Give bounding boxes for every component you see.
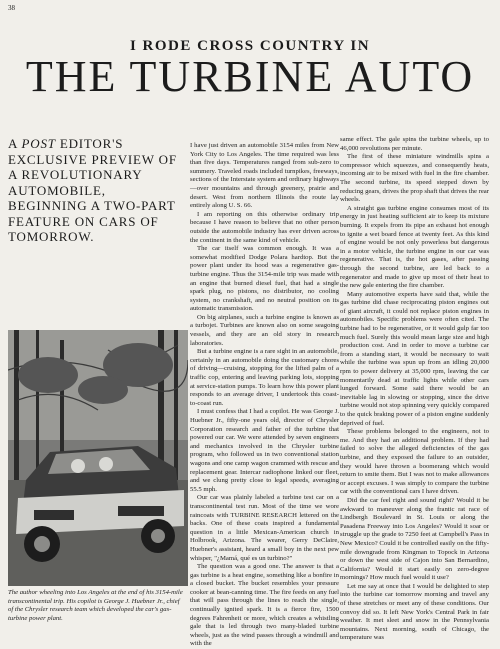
paragraph: The question was a good one. The answer is that a gas turbine is a heat engine, something like a bonfire in a closed bucket. The bucket resembles your pressure cooker at bean-canning time. The fire feeds on any fuel that will pass through the lines to reach the single, continually ignited spark. It is a fierce fire, 1500 degrees Fahrenheit or more, which creates a whistling gale that is led through two many-bladed turbine wheels, just as the wind passes through a windmill and with the	[190, 563, 339, 648]
paragraph: The car itself was common enough. It was a somewhat modified Dodge Polara hardtop. But the power plant under its hood was a regenerative gas-turbine engine. Thus the 3154-mile trip was made with an engine that burned diesel fuel, that had a single spark plug, no pistons, no distributor, no cooling system, no crankshaft, and no neutral position on its automatic transmission.	[190, 245, 339, 313]
page-number: 38	[8, 4, 15, 12]
paragraph: Our car was plainly labeled a turbine test car on a transcontinental test run. Most of the time we wore raincoats with TURBINE RESEARCH lettered on the backs. One of these coats inspired a fundamental question in a little Mexican-American church in Holbrook, Arizona. The wearer, Gerry DeClaire, Huebner's assistant, heard a small boy in the next pew whisper, "¿Mamá, qué es un turbino?"	[190, 494, 339, 562]
paragraph: A straight gas turbine engine consumes most of its energy in just heating sufficient air to keep its mixture burning. It expels from its pipe an exhaust hot enough to ignite a wet board fence at twenty feet. As this kind of engine would be not only powerless but dangerous in a motor vehicle, the turbine engine in our car was regenerative. That is, the hot gases, after passing through the second turbine, are led back to a regenerator and made to give up most of their heat to the new gale entering the fire chamber.	[340, 204, 489, 290]
paragraph: I have just driven an automobile 3154 miles from New York City to Los Angeles. The time required was less than five days. Temperatures ranged from sub-zero to summery. Traveled roads included turnpikes, freeways, sections of the Interstate system and ordinary highways—over mountains and through greenery, prairie and desert. West from northern Illinois the route lay entirely along U. S. 66.	[190, 142, 339, 210]
paragraph: I am reporting on this otherwise ordinary trip because I have reason to believe that no other person outside the automobile industry has ever driven across the continent in the same kind of vehicle.	[190, 210, 339, 244]
body-column-1	[190, 142, 339, 649]
paragraph: On big airplanes, such a turbine engine is known as a turbojet. Turbines are known also on some seagoing vessels, and they are an old story in research laboratories.	[190, 313, 339, 347]
paragraph: Let me say at once that I would be delighted to step into the turbine car tomorrow morning and travel any of these stretches or meet any of these conditions. Our convoy did so. It left New York's Central Park in fair weather. It met sleet and snow in the Pennsylvania mountains. Next morning, south of Chicago, the temperature was	[340, 582, 489, 642]
paragraph: But a turbine engine is a rare sight in an automobile, certainly in an automobile doing the customary chores of driving—cruising, stopping for the lifted palm of a traffic cop, entering and leaving parking lots, stopping at service-station pumps. To learn how this power plant responds to an average driver, I undertook this coast-to-coast run.	[190, 348, 339, 407]
deck-text: EDITOR'S EXCLUSIVE PREVIEW OF A REVOLUTIONARY AUTOMOBILE, BEGINNING A TWO-PART FEATURE ON CARS OF TOMORROW.	[8, 136, 177, 244]
paragraph: same effect. The gale spins the turbine wheels, up to 46,000 revolutions per minute.	[340, 136, 489, 152]
body-column-2	[340, 136, 489, 643]
photo-caption: The author wheeling into Los Angeles at the end of his 3154-mile transcontinental trip. His copilot is George J. Huebner Jr., chief of the Chrysler research team which developed the car's gas-turbine power plant.	[8, 589, 183, 622]
turbine-car-photo	[8, 330, 188, 586]
paragraph: These problems belonged to the engineers, not to me. And they had an additional problem. If they had failed to solve the alleged deficiencies of the gas turbine, and they exposed the failure to an outsider, they would have thrown a boomerang which would return to smite them. But I was not to make allowances or accept excuses. I was simply to compare the turbine car with the conventional cars I have driven.	[340, 428, 489, 496]
paragraph: I must confess that I had a copilot. He was George J. Huebner Jr., fifty-one years old, director of Chrysler Corporation research and father of the turbine that powered our car. We were attended by seven engineers and mechanics involved in the Chrysler turbine program, who followed us in two conventional station wagons and one camp wagon crammed with rescue and replacement gear. Intercar radiophone linked our fleet, and we clung pretty close to legal speeds, averaging 55.5 mph.	[190, 408, 339, 493]
article-photo	[8, 330, 188, 586]
article-kicker: I RODE CROSS COUNTRY IN	[129, 38, 371, 54]
paragraph: The first of these miniature windmills spins a compressor which squeezes, and consequently heats, incoming air to be mixed with fuel in the fire chamber. The second turbine, its speed stepped down by reducing gears, drives the prop shaft that drives the rear wheels.	[340, 153, 489, 204]
article-deck	[8, 136, 186, 245]
article-headline: THE TURBINE AUTO	[25, 52, 475, 101]
deck-lead: A	[8, 136, 18, 151]
deck-emphasis: POST	[21, 136, 56, 151]
paragraph: Many automotive experts have said that, while the gas turbine did chase reciprocating piston engines out of giant aircraft, it could not replace piston engines in automobiles. Specific problems were often cited. The turbine had to be regenerative, or it would gulp far too much fuel. Surely this would mean large size and high production cost. And in order to move a turbine car from a standing start, it would be necessary to wait while the turbine was spun up from an idling 20,000 rpm to power delivery at 35,000 rpm, leaving the car momentarily dead at traffic lights while other cars lunged forward. Some said there would be an inevitable lag in slowing or stopping, since the drive turbine would not stop spinning very quickly compared to the quick braking power of a piston engine suddenly deprived of fuel.	[340, 290, 489, 427]
paragraph: Did the car feel right and sound right? Would it be awkward to maneuver along the frantic rat race of Lindbergh Boulevard in St. Louis or along the Pasadena Freeway into Los Angeles? Would it soar or struggle up the grade to 7250 feet at Campbell's Pass in New Mexico? Could it be controlled easily on the fifty-mile downgrade from Kingman to Topock in Arizona or down the west side of Cajon into San Bernardino, California? Would it start easily on zero-degree mornings? How much fuel would it use?	[340, 496, 489, 582]
